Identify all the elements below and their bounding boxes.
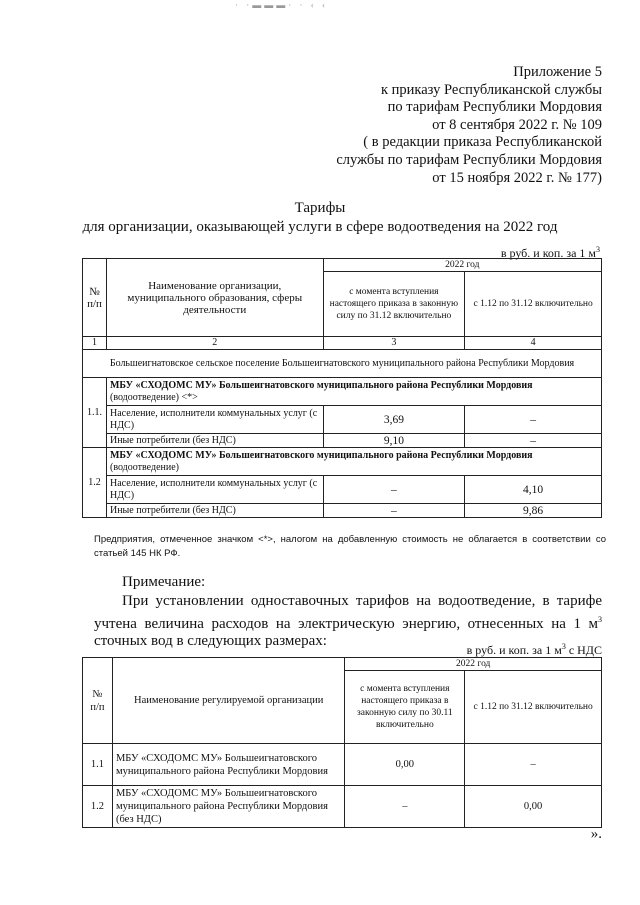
col-header-name: Наименование регулируемой организации	[112, 658, 345, 744]
org-row: МБУ «СХОДОМС МУ» Большеигнатовского муниципального района Республики Мордовия (водоотведение)	[106, 448, 601, 476]
index-cell: 3	[323, 337, 465, 350]
footnote: Предприятия, отмеченное значком <*>, налогом на добавленную стоимость не облагается в соответствии со статьей 145 НК РФ.	[94, 534, 606, 559]
consumer-name: Население, исполнители коммунальных услуг (с НДС)	[106, 476, 323, 504]
org-name: МБУ «СХОДОМС МУ» Большеигнатовского муниципального района Республики Мордовия	[112, 744, 345, 786]
col-header-from: с момента вступления настоящего приказа в законную силу по 30.11 включительно	[345, 671, 465, 744]
org-row: МБУ «СХОДОМС МУ» Большеигнатовского муниципального района Республики Мордовия (водоотведение) <*>	[106, 378, 601, 406]
row-num: 1.2	[83, 786, 113, 828]
index-cell: 4	[465, 337, 602, 350]
index-cell: 2	[106, 337, 323, 350]
tariff-value: 4,10	[465, 476, 602, 504]
row-num: 1.1	[83, 744, 113, 786]
col-header-to: с 1.12 по 31.12 включительно	[465, 671, 602, 744]
energy-value: 0,00	[465, 786, 602, 828]
index-cell: 1	[83, 337, 107, 350]
tariff-value: 9,10	[323, 434, 465, 448]
title-line-2: для организации, оказывающей услуги в сфере водоотведения на 2022 год	[82, 219, 558, 235]
appendix-line: по тарифам Республики Мордовия	[387, 99, 602, 116]
tariff-value: 9,86	[465, 504, 602, 518]
col-header-num: № п/п	[83, 259, 107, 337]
col-header-year: 2022 год	[345, 658, 602, 671]
consumer-name: Население, исполнители коммунальных услуг (с НДС)	[106, 406, 323, 434]
appendix-line: от 8 сентября 2022 г. № 109	[432, 116, 602, 133]
closing-quote: ».	[590, 826, 602, 842]
appendix-header	[336, 64, 602, 187]
energy-value: –	[465, 744, 602, 786]
note-text: При установлении одноставочных тарифов на водоотведение, в тарифе учтена величина расходов на электрическую энергию, отнесенных на 1 $м^3$ сточных вод в следующих размерах:	[94, 593, 602, 649]
appendix-line: от 15 ноября 2022 г. № 177)	[432, 169, 602, 186]
document-title	[0, 199, 640, 237]
note-title: Примечание:	[122, 574, 206, 590]
appendix-line: Приложение 5	[513, 64, 602, 80]
title-line-1: Тарифы	[294, 200, 346, 216]
col-header-from: с момента вступления настоящего приказа в законную силу по 31.12 включительно	[323, 272, 465, 337]
energy-cost-table	[82, 657, 602, 828]
scan-marks: · ·▬▬▬· · ‹ ‹	[235, 0, 328, 10]
region-row: Большеигнатовское сельское поселение Большеигнатовского муниципального района Республики Мордовия	[83, 350, 602, 378]
tariff-value: –	[323, 504, 465, 518]
col-header-to: с 1.12 по 31.12 включительно	[465, 272, 602, 337]
tariff-table	[82, 258, 602, 518]
org-name: МБУ «СХОДОМС МУ» Большеигнатовского муниципального района Республики Мордовия (без НДС)	[112, 786, 345, 828]
table2-unit: в руб. и коп. за 1 $м^3$ с НДС	[466, 642, 602, 657]
tariff-value: –	[323, 476, 465, 504]
col-header-name: Наименование организации, муниципального образования, сферы деятельности	[106, 259, 323, 337]
appendix-line: к приказу Республиканской службы	[380, 81, 602, 98]
col-header-year: 2022 год	[323, 259, 601, 272]
tariff-value: 3,69	[323, 406, 465, 434]
tariff-value: –	[465, 434, 602, 448]
consumer-name: Иные потребители (без НДС)	[106, 434, 323, 448]
table1-unit: в руб. и коп. за 1 $м^3$	[500, 245, 600, 260]
group-num: 1.1.	[83, 378, 107, 448]
appendix-line: службы по тарифам Республики Мордовия	[336, 151, 602, 168]
consumer-name: Иные потребители (без НДС)	[106, 504, 323, 518]
energy-value: –	[345, 786, 465, 828]
energy-value: 0,00	[345, 744, 465, 786]
appendix-line: ( в редакции приказа Республиканской	[363, 134, 602, 151]
col-header-num: № п/п	[83, 658, 113, 744]
group-num: 1.2	[83, 448, 107, 518]
tariff-value: –	[465, 406, 602, 434]
